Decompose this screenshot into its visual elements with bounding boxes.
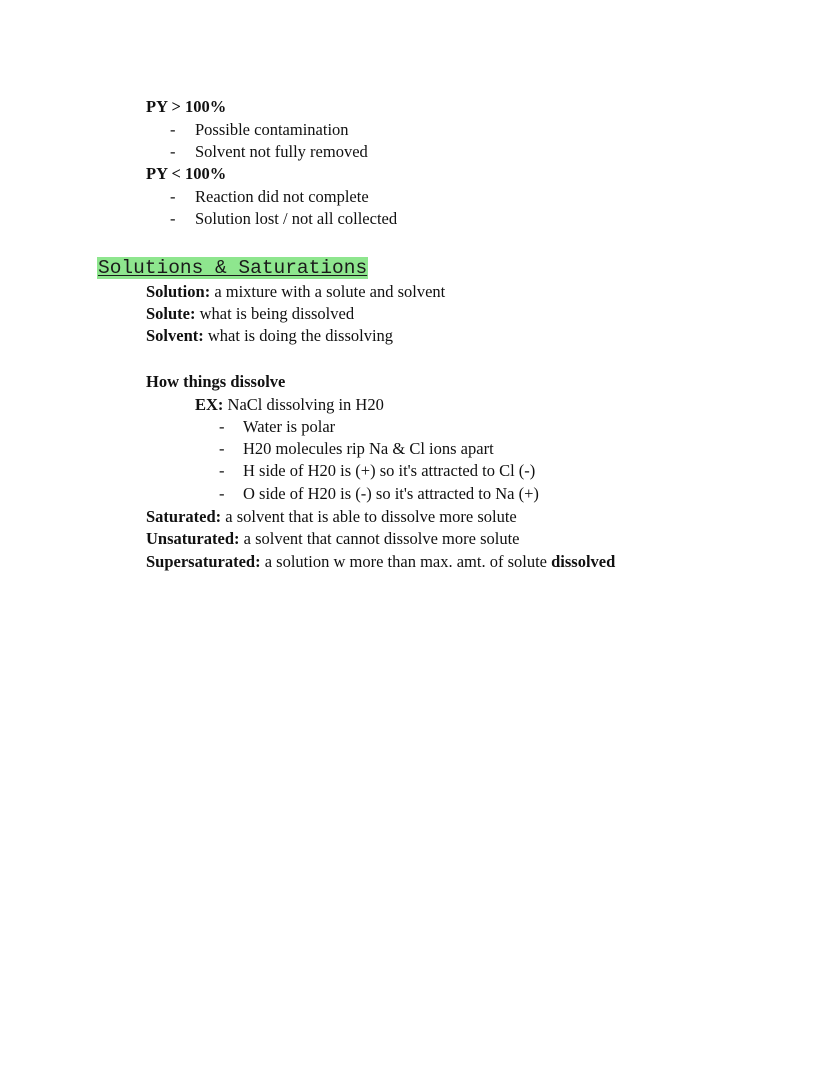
bullet-dash: - [219,417,225,436]
py-over-label: PY > 100% [146,97,227,116]
dissolve-bullet: Water is polar [243,417,336,436]
bullet-dash: - [170,209,176,228]
definition-emphasis: dissolved [551,552,616,571]
definition-term: Solute: [146,304,196,323]
dissolve-bullet: H20 molecules rip Na & Cl ions apart [243,439,494,458]
dissolve-bullet: O side of H20 is (-) so it's attracted to Na (+) [243,484,539,503]
definition-text: a solvent that cannot dissolve more solute [239,529,520,548]
definition-text: what is doing the dissolving [203,326,394,345]
example-label: EX: [195,395,224,414]
section-heading: Solutions & Saturations [98,257,368,279]
dissolve-title: How things dissolve [146,372,286,391]
bullet-dash: - [219,484,225,503]
py-over-bullet: Solvent not fully removed [195,142,368,161]
definition-supersaturated [146,552,615,572]
py-under-bullet: Reaction did not complete [195,187,369,206]
bullet-dash: - [219,439,225,458]
definition-text: what is being dissolved [195,304,355,323]
py-over-bullet: Possible contamination [195,120,349,139]
definition-term: Supersaturated: [146,552,261,571]
bullet-dash: - [170,187,176,206]
definition-term: Unsaturated: [146,529,240,548]
bullet-dash: - [170,120,176,139]
bullet-dash: - [170,142,176,161]
bullet-dash: - [219,461,225,480]
definition-text: a solvent that is able to dissolve more solute [221,507,517,526]
py-under-bullet: Solution lost / not all collected [195,209,398,228]
definition-unsaturated [146,529,519,549]
definition-text: a mixture with a solute and solvent [210,282,446,301]
definition-term: Solution: [146,282,211,301]
definition-term: Saturated: [146,507,222,526]
py-under-label: PY < 100% [146,164,227,183]
definition-saturated [146,507,517,527]
definition-solute [146,304,354,324]
dissolve-example [195,395,384,415]
definition-term: Solvent: [146,326,204,345]
definition-solution [146,282,445,302]
definition-text: a solution w more than max. amt. of solute [260,552,552,571]
dissolve-bullet: H side of H20 is (+) so it's attracted to Cl (-) [243,461,536,480]
definition-solvent [146,326,393,346]
example-text: NaCl dissolving in H20 [223,395,384,414]
